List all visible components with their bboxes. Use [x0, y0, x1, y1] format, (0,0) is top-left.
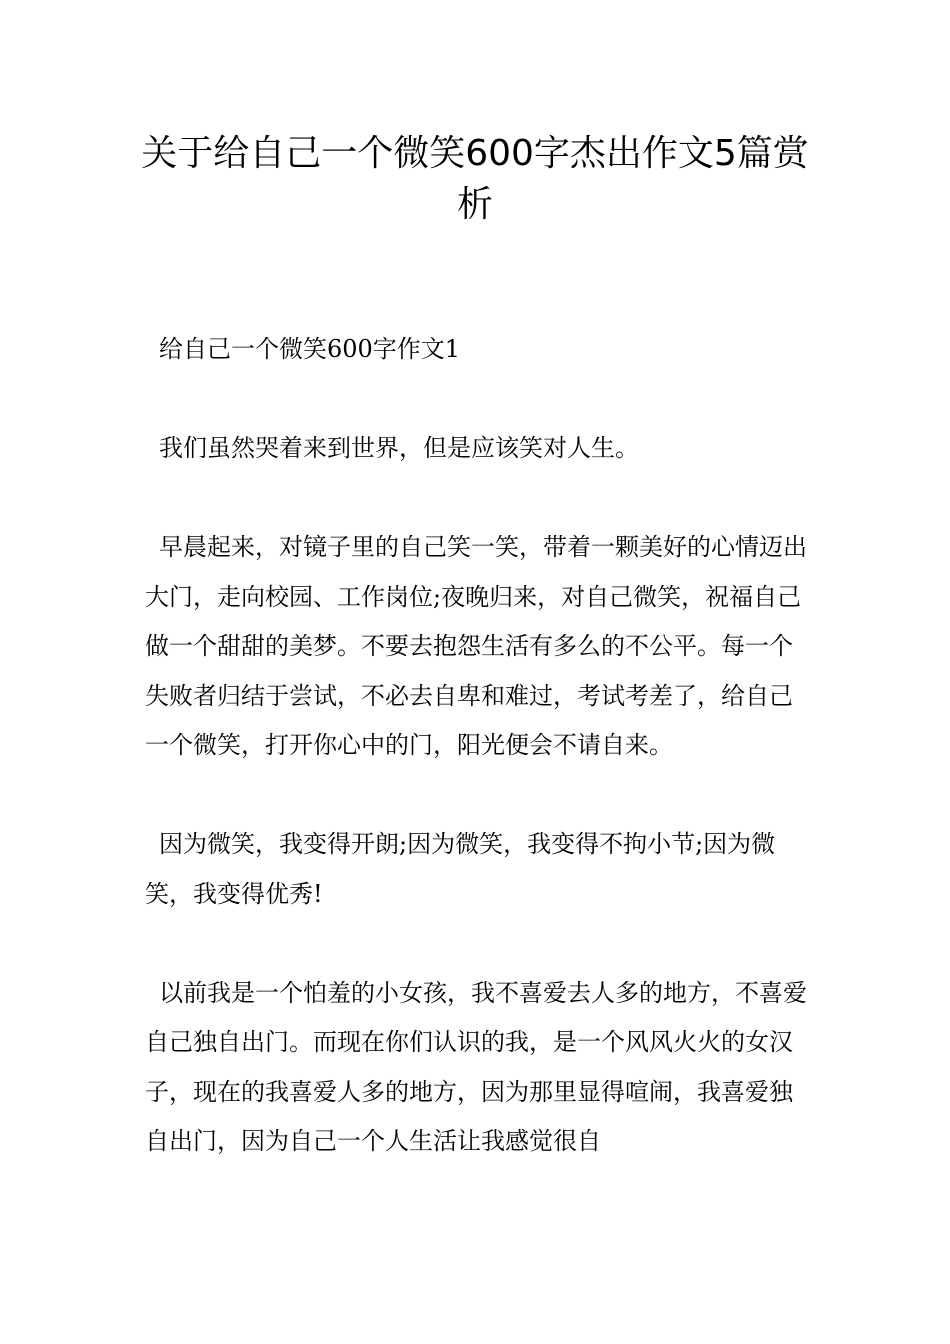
- paragraph: 以前我是一个怕羞的小女孩，我不喜爱去人多的地方，不喜爱自己独自出门。而现在你们认识的我，是一个风风火火的女汉子，现在的我喜爱人多的地方，因为那里显得喧闹，我喜爱独自出门，因为自己一个人生活让我感觉很自: [145, 978, 807, 1155]
- document-body: [145, 325, 810, 1167]
- essay-heading: 给自己一个微笑600字作文1: [159, 335, 461, 363]
- document-title: 关于给自己一个微笑600字杰出作文5篇赏析: [141, 133, 809, 225]
- paragraph: 我们虽然哭着来到世界，但是应该笑对人生。: [159, 434, 639, 462]
- paragraph: 因为微笑，我变得开朗;因为微笑，我变得不拘小节;因为微笑，我变得优秀!: [145, 830, 776, 908]
- paragraph: 早晨起来，对镜子里的自己笑一笑，带着一颗美好的心情迈出大门，走向校园、工作岗位;夜晚归来，对自己微笑，祝福自己做一个甜甜的美梦。不要去抱怨生活有多么的不公平。每一个失败者归结于尝试，不必去自卑和难过，考试考差了，给自己一个微笑，打开你心中的门，阳光便会不请自来。: [145, 533, 807, 759]
